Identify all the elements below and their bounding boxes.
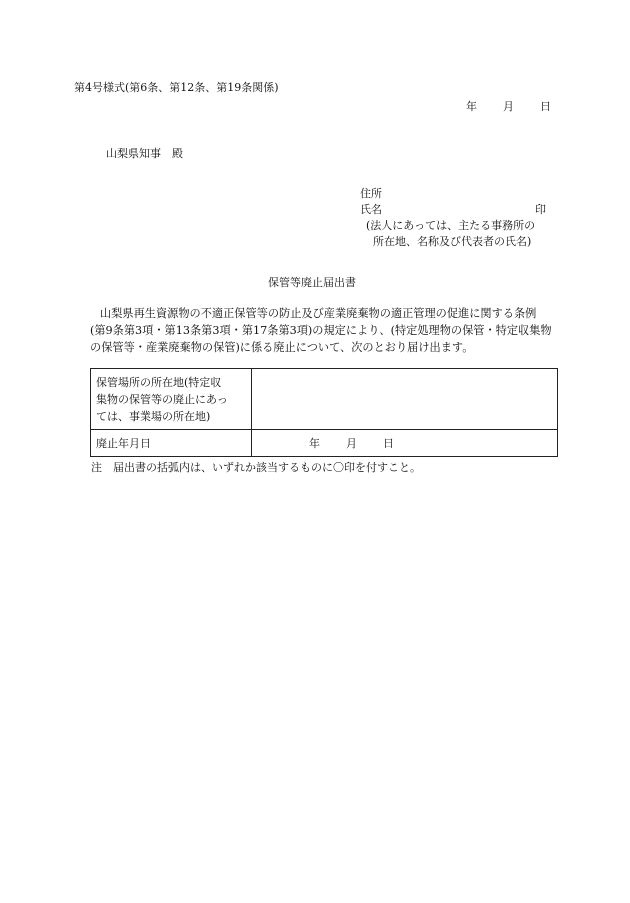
body-text-line3: の保管等・産業廃棄物の保管)に係る廃止について、次のとおり届け出ます。 [90, 341, 474, 354]
table-row-abolition-date [91, 430, 558, 457]
abolition-date-month: 月 [346, 437, 357, 450]
location-label-line2: 集物の保管等の廃止にあっ [96, 393, 228, 406]
abolition-date-label: 廃止年月日 [91, 430, 252, 457]
body-text-line1: 山梨県再生資源物の不適正保管等の防止及び産業廃棄物の適正管理の促進に関する条例 [100, 307, 537, 320]
name-label: 氏名 [360, 203, 382, 216]
location-label-line1: 保管場所の所在地(特定収 [96, 376, 222, 389]
date-year: 年 [466, 100, 477, 113]
seal-label: 印 [535, 203, 546, 216]
form-table [90, 368, 558, 457]
location-label-line3: ては、事業場の所在地) [96, 410, 211, 423]
document-title: 保管等廃止届出書 [268, 276, 356, 289]
submission-date [466, 101, 551, 112]
body-text-line2: (第9条第3項・第13条第3項・第17条第3項)の規定により、(特定処理物の保管・特定収集物 [90, 324, 552, 337]
location-label-cell [91, 369, 252, 430]
abolition-date-year: 年 [309, 437, 320, 450]
footnote: 注 届出書の括弧内は、いずれか該当するものに〇印を付すこと。 [91, 461, 421, 474]
date-month: 月 [503, 100, 514, 113]
corporate-note-line1: (法人にあっては、主たる事務所の [366, 219, 536, 232]
location-value-cell[interactable] [252, 369, 558, 430]
corporate-note-line2: 所在地、名称及び代表者の氏名) [373, 235, 532, 248]
address-label: 住所 [360, 187, 382, 200]
abolition-date-value-cell[interactable] [252, 430, 558, 457]
date-day: 日 [540, 100, 551, 113]
addressee: 山梨県知事 殿 [106, 147, 183, 160]
table-row-location [91, 369, 558, 430]
abolition-date-day: 日 [383, 437, 394, 450]
form-number: 第4号様式(第6条、第12条、第19条関係) [74, 81, 279, 94]
